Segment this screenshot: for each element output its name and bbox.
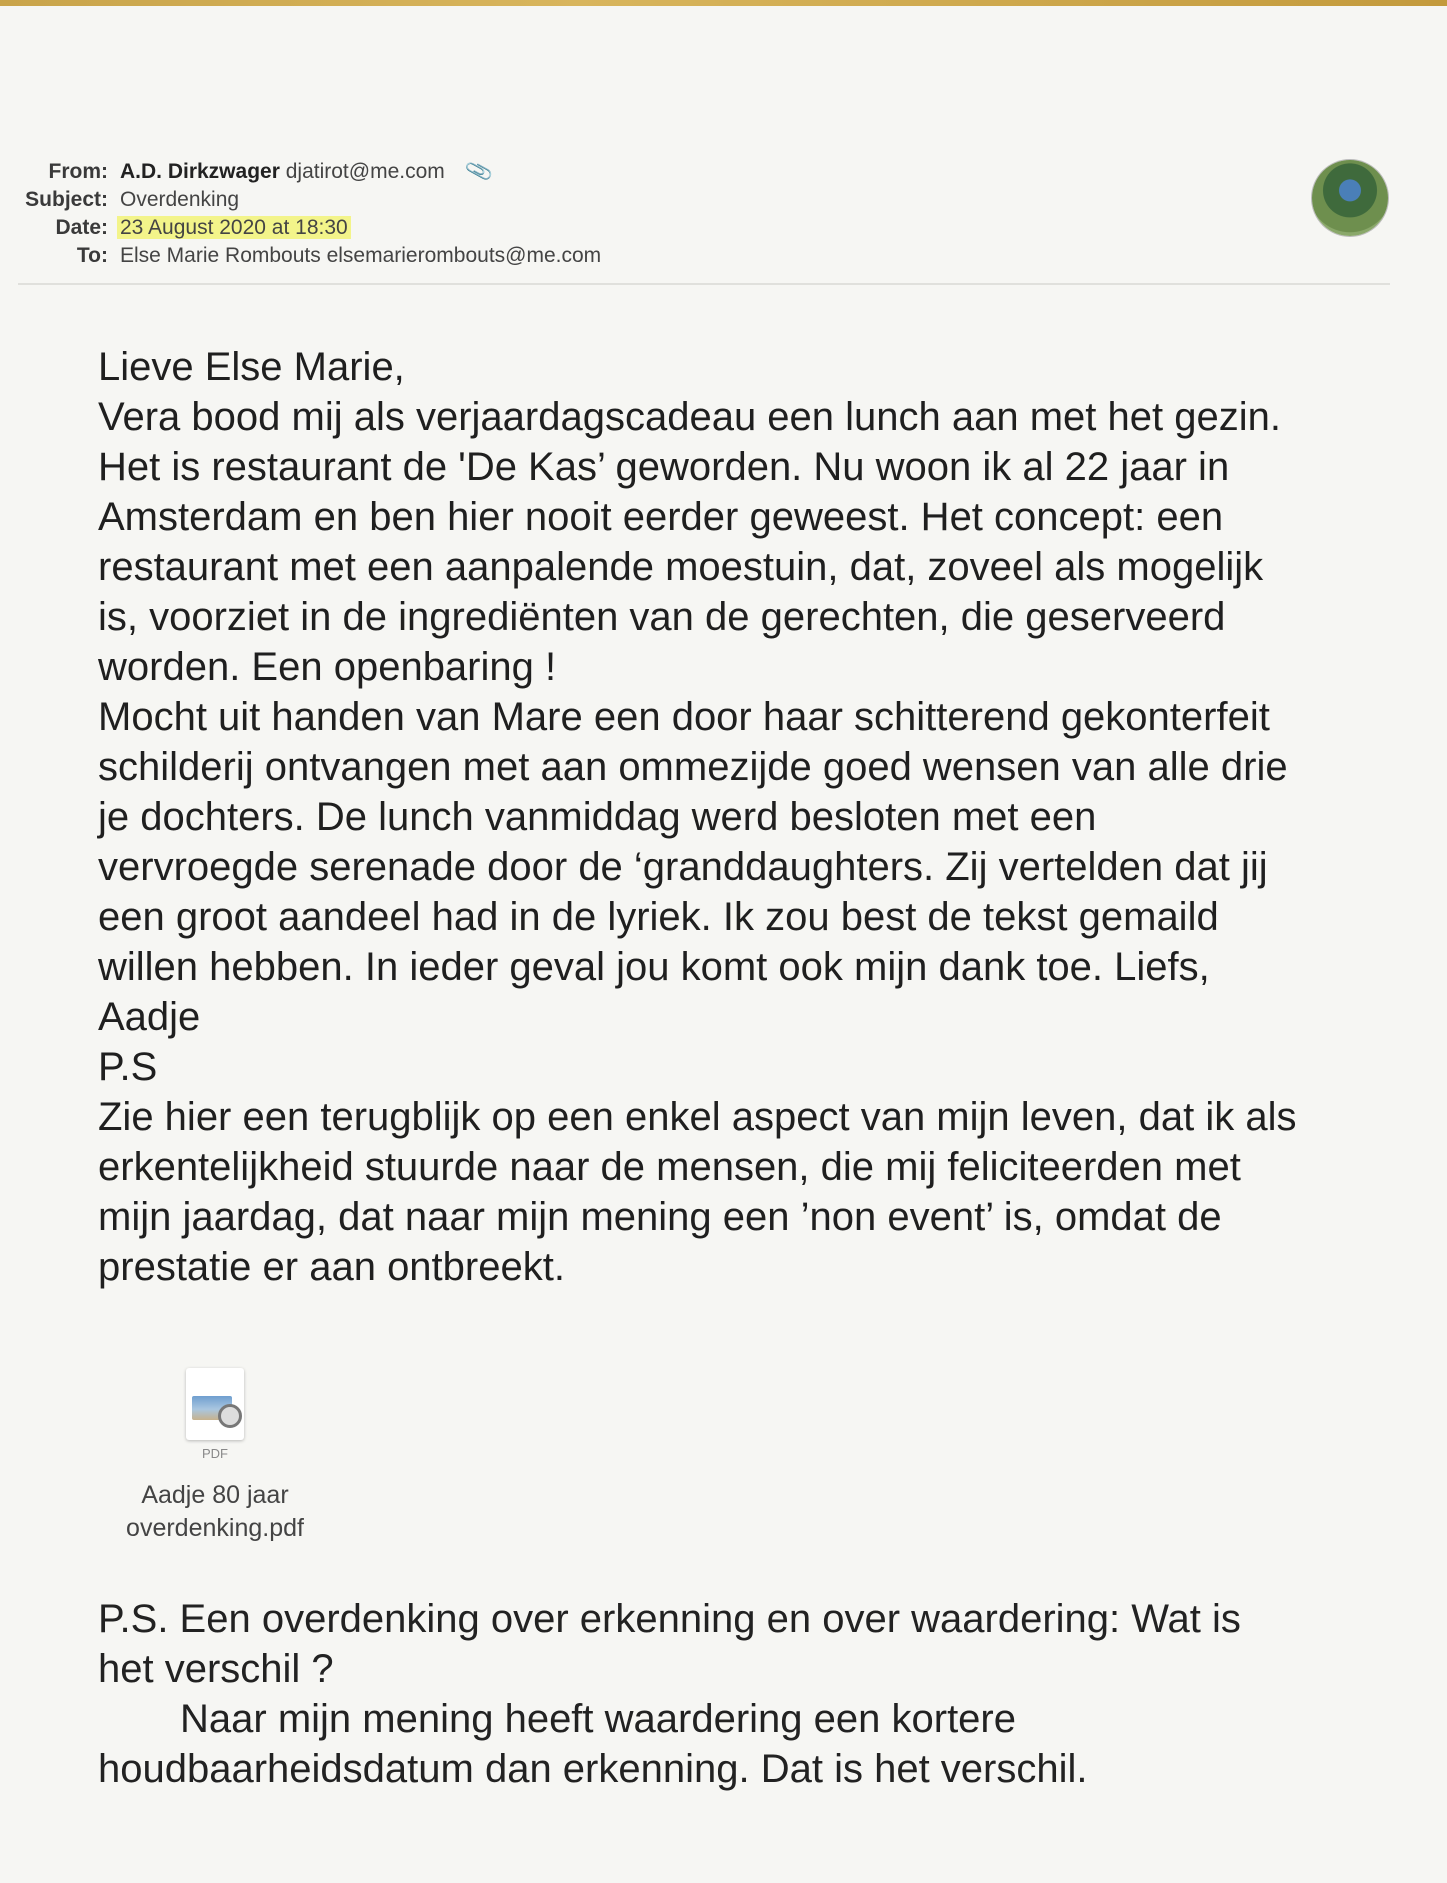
email-body — [98, 342, 1398, 1292]
body-line: Mocht uit handen van Mare een door haar schitterend gekonterfeit — [98, 695, 1270, 739]
body-line: Aadje — [98, 995, 201, 1039]
sender-email[interactable]: djatirot@me.com — [285, 160, 445, 183]
body-line: Vera bood mij als verjaardagscadeau een lunch aan met het gezin. — [98, 395, 1281, 439]
body-line: prestatie er aan ontbreekt. — [98, 1245, 565, 1289]
body-line: erkentelijkheid stuurde naar de mensen, die mij feliciteerden met — [98, 1145, 1241, 1189]
body-line: is, voorziet in de ingrediënten van de gerechten, die geserveerd — [98, 595, 1226, 639]
body-line: Lieve Else Marie, — [98, 345, 405, 389]
attachment-filename[interactable] — [100, 1479, 330, 1545]
date-row — [0, 214, 1390, 242]
recipient[interactable]: Else Marie Rombouts elsemarierombouts@me.com — [120, 244, 602, 267]
body-line: vervroegde serenade door de ‘granddaughters. Zij vertelden dat jij — [98, 845, 1268, 889]
date-value-wrap — [120, 214, 351, 242]
body-line: P.S — [98, 1045, 158, 1089]
top-edge-rule — [0, 0, 1447, 6]
body-line: willen hebben. In ieder geval jou komt ook mijn dank toe. Liefs, — [98, 945, 1210, 989]
from-row — [0, 158, 1390, 186]
attachment-name-line1: Aadje 80 jaar — [141, 1481, 289, 1509]
body-line: restaurant met een aanpalende moestuin, dat, zoveel als mogelijk — [98, 545, 1264, 589]
pdf-preview-icon[interactable] — [186, 1368, 244, 1440]
to-label: To: — [76, 244, 108, 267]
sender-avatar — [1312, 160, 1388, 236]
body-line: worden. Een openbaring ! — [98, 645, 557, 689]
ps-line: houdbaarheidsdatum dan erkenning. Dat is het verschil. — [98, 1747, 1088, 1791]
subject-row — [0, 186, 1390, 214]
body-line: schilderij ontvangen met aan ommezijde goed wensen van alle drie — [98, 745, 1288, 789]
body-line: mijn jaardag, dat naar mijn mening een ’non event’ is, omdat de — [98, 1195, 1222, 1239]
attachment-name-line2: overdenking.pdf — [126, 1514, 304, 1542]
body-line: Het is restaurant de 'De Kas’ geworden. Nu woon ik al 22 jaar in — [98, 445, 1230, 489]
attachment-clip-icon: 📎 — [463, 157, 495, 187]
sender-name[interactable]: A.D. Dirkzwager — [120, 160, 280, 183]
from-label: From: — [48, 160, 108, 183]
ps-section — [98, 1594, 1398, 1794]
body-line: Zie hier een terugblijk op een enkel aspect van mijn leven, dat ik als — [98, 1095, 1297, 1139]
pdf-attachment[interactable] — [100, 1368, 330, 1545]
ps-line: Naar mijn mening heeft waardering een kortere — [180, 1697, 1016, 1741]
ps-line: P.S. Een overdenking over erkenning en over waardering: Wat is — [98, 1597, 1241, 1641]
date-label: Date: — [55, 216, 108, 239]
subject-value: Overdenking — [120, 188, 240, 211]
body-line: een groot aandeel had in de lyriek. Ik zou best de tekst gemaild — [98, 895, 1219, 939]
email-header — [0, 158, 1390, 270]
date-value: 23 August 2020 at 18:30 — [117, 216, 351, 239]
body-line: Amsterdam en ben hier nooit eerder geweest. Het concept: een — [98, 495, 1224, 539]
body-line: je dochters. De lunch vanmiddag werd besloten met een — [98, 795, 1097, 839]
from-value — [120, 157, 495, 187]
pdf-type-label: PDF — [202, 1446, 228, 1461]
preview-magnifier-icon — [218, 1404, 242, 1428]
header-divider — [18, 283, 1390, 285]
ps-line: het verschil ? — [98, 1647, 334, 1691]
subject-label: Subject: — [25, 188, 108, 211]
to-row — [0, 242, 1390, 270]
